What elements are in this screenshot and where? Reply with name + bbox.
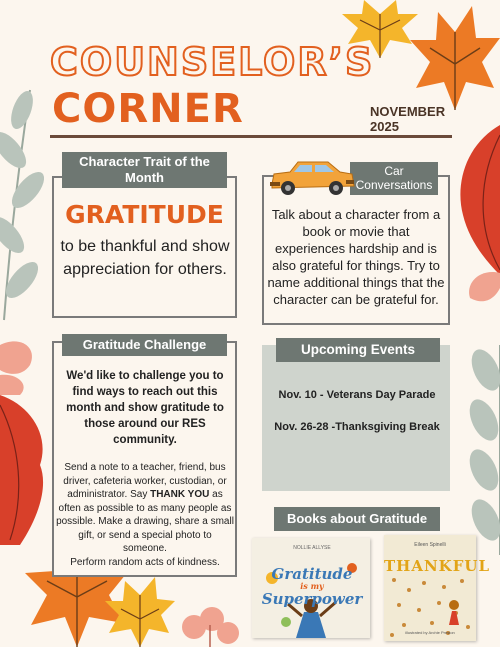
- book2-author: Eileen Spinelli: [414, 542, 446, 548]
- issue-month: NOVEMBER: [370, 104, 446, 119]
- orange-maple-leaf-icon: [410, 2, 500, 112]
- car-label: Car Conversations: [350, 162, 438, 195]
- challenge-body-last: Perform random acts of kindness.: [70, 556, 220, 568]
- challenge-intro: We'd like to challenge you to find ways to reach out this month and show gratitude to those around our RES community.: [66, 370, 224, 446]
- pink-flower-bottom-icon: [180, 605, 240, 647]
- sage-leaf-icon: [458, 345, 500, 555]
- events-label: Upcoming Events: [276, 338, 440, 362]
- thank-you-emphasis: THANK YOU: [150, 489, 210, 500]
- book1-title-line2: is my: [300, 581, 324, 591]
- header-divider: [50, 135, 452, 138]
- challenge-body-text-2: as often as possible to as many people as possible. Make a drawing, share a small gift, or send a special photo to someone.: [56, 489, 234, 554]
- books-label: Books about Gratitude: [274, 507, 440, 531]
- book2-illustrator: illustrated by Archie Preston: [405, 630, 455, 635]
- yellow-leaf-bottom-icon: [105, 575, 175, 647]
- challenge-label: Gratitude Challenge: [62, 334, 227, 356]
- book1-title-line3: Superpower: [261, 590, 363, 608]
- book2-title: THANKFUL: [384, 557, 490, 575]
- pink-flower-icon: [0, 335, 40, 395]
- title-line-1: COUNSELOR’S: [50, 40, 375, 84]
- challenge-body: [56, 461, 234, 569]
- red-leaf-icon: [455, 125, 500, 275]
- challenge-body-text: Send a note to a teacher, friend, bus driver, cafeteria worker, custodian, or administrator. Say: [63, 462, 227, 500]
- car-text: Talk about a character from a book or movie that experiences hardship and is also grateful for things. Try to name additional things that the character can be grateful for.: [267, 207, 445, 307]
- sage-branch-icon: [0, 90, 50, 320]
- pink-leaf-icon: [465, 268, 500, 308]
- events-panel: [262, 345, 450, 491]
- book-cover-thankful: [384, 535, 490, 641]
- book1-title-line1: Gratitude: [271, 565, 353, 583]
- car-icon: [268, 158, 356, 198]
- trait-definition: to be thankful and show appreciation for others.: [60, 238, 230, 278]
- title-line-2: CORNER: [52, 86, 244, 132]
- trait-word: GRATITUDE: [65, 200, 224, 229]
- book2-illustration: [384, 535, 490, 641]
- issue-year: 2025: [370, 119, 399, 134]
- book1-title: [260, 566, 364, 607]
- event-item: Nov. 10 - Veterans Day Parade: [278, 389, 436, 401]
- issue-date: [370, 104, 445, 134]
- book1-author: NOLLIE ALLYSE: [293, 545, 331, 551]
- red-oak-leaf-icon: [0, 395, 50, 545]
- event-item: Nov. 26-28 -Thanksgiving Break: [274, 421, 440, 433]
- trait-label: Character Trait of the Month: [62, 152, 227, 188]
